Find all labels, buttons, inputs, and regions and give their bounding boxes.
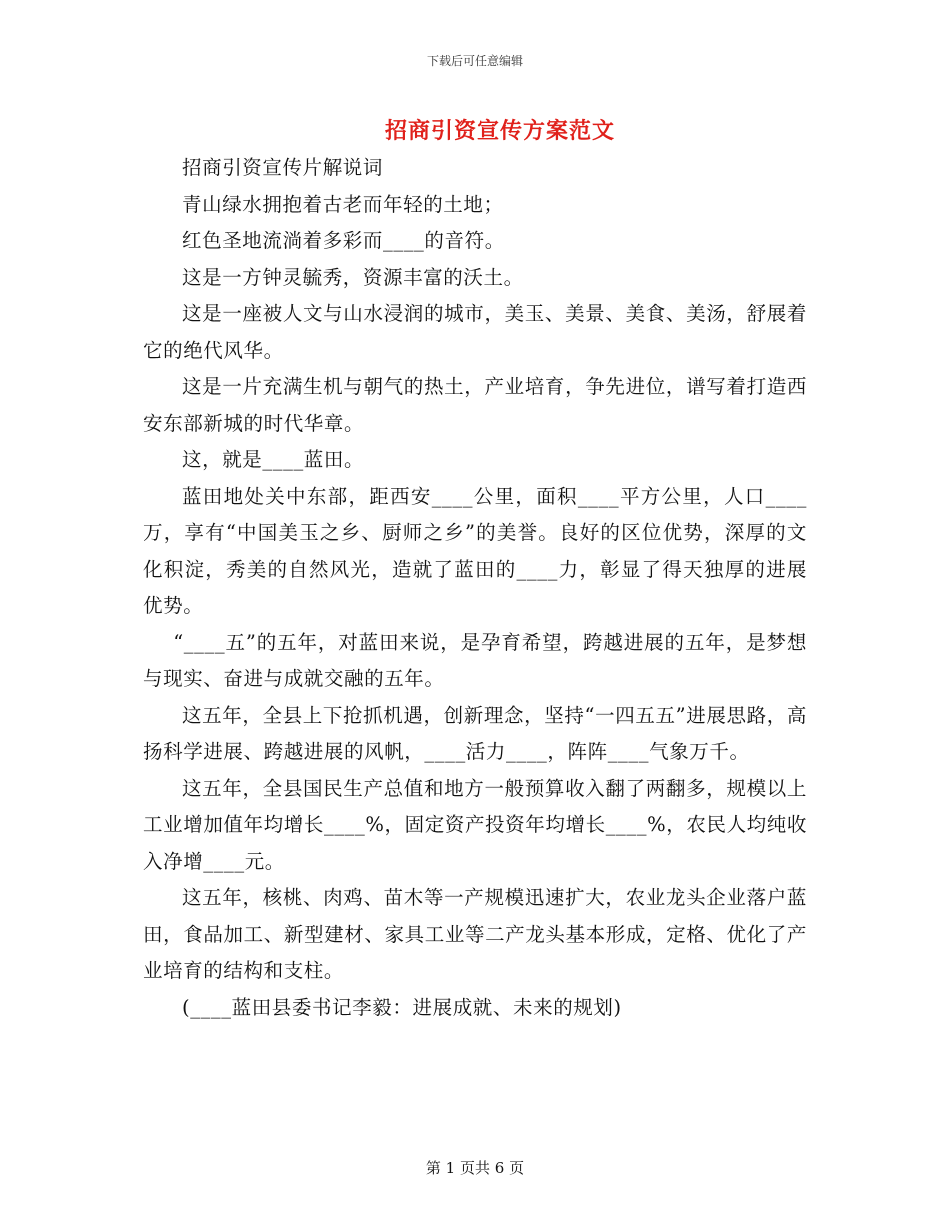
- paragraph-subtitle: 招商引资宣传片解说词: [182, 156, 384, 179]
- paragraph-note: (____蓝田县委书记李毅：进展成就、未来的规划): [182, 995, 622, 1019]
- paragraph: 蓝田地处关中东部，距西安____公里，面积____平方公里，人口____万，享有“中国美玉之乡、厨师之乡”的美誉。良好的区位优势，深厚的文化积淀，秀美的自然风光，造就了蓝田的____力，彰显了得天独厚的进展优势。: [143, 484, 807, 617]
- paragraph: 这是一座被人文与山水浸润的城市，美玉、美景、美食、美汤，舒展着它的绝代风华。: [143, 302, 807, 362]
- header-note: 下载后可任意编辑: [426, 54, 523, 68]
- page-number-footer: 第 1 页共 6 页: [425, 1159, 525, 1177]
- paragraph: 这是一片充满生机与朝气的热土，产业培育，争先进位，谱写着打造西安东部新城的时代华章。: [143, 375, 807, 435]
- paragraph: 这五年，全县国民生产总值和地方一般预算收入翻了两翻多，规模以上工业增加值年均增长____%，固定资产投资年均增长____%，农民人均纯收入净增____元。: [143, 776, 807, 873]
- paragraph: 红色圣地流淌着多彩而____的音符。: [182, 229, 505, 252]
- document-title: 招商引资宣传方案范文: [384, 118, 615, 144]
- paragraph: 青山绿水拥抱着古老而年轻的土地；: [182, 192, 504, 216]
- paragraph: 这，就是____蓝田。: [182, 448, 365, 471]
- paragraph: 这是一方钟灵毓秀，资源丰富的沃土。: [182, 265, 524, 289]
- document-body: [143, 150, 807, 1026]
- paragraph: “____五”的五年，对蓝田来说，是孕育希望，跨越进展的五年，是梦想与现实、奋进与成就交融的五年。: [143, 630, 807, 690]
- paragraph: 这五年，全县上下抢抓机遇，创新理念，坚持“一四五五”进展思路，高扬科学进展、跨越进展的风帆，____活力____，阵阵____气象万千。: [143, 703, 807, 763]
- paragraph: 这五年，核桃、肉鸡、苗木等一产规模迅速扩大，农业龙头企业落户蓝田，食品加工、新型建材、家具工业等二产龙头基本形成，定格、优化了产业培育的结构和支柱。: [143, 886, 807, 982]
